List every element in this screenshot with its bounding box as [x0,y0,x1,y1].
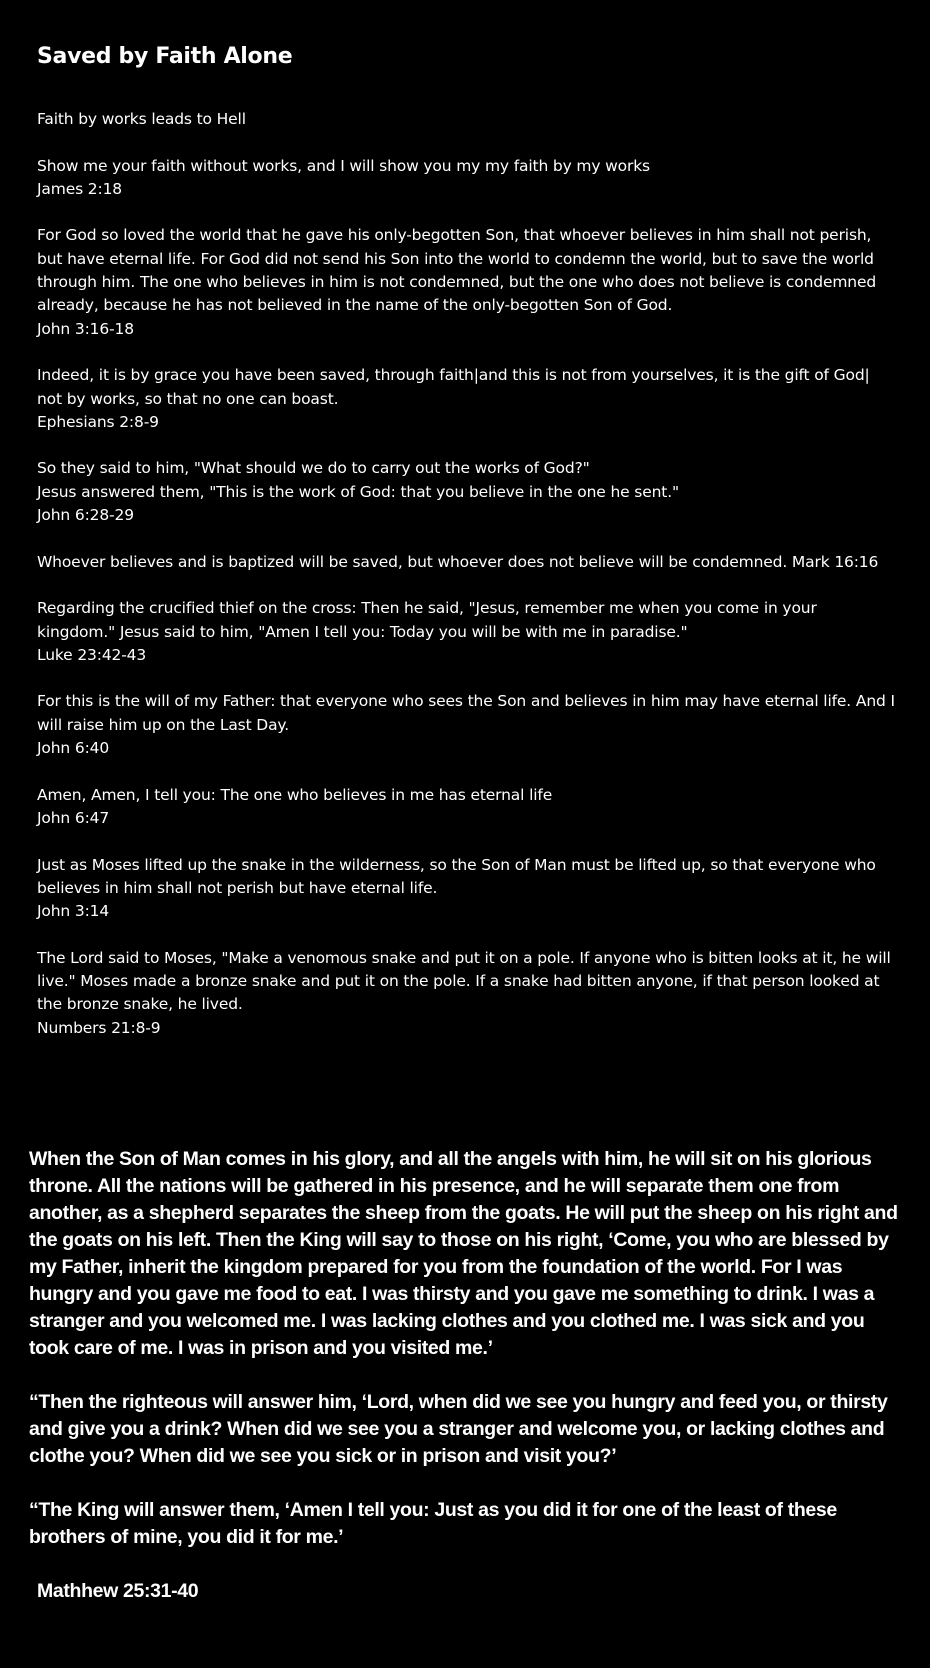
verse-text: Show me your faith without works, and I will show you my my faith by my works [37,156,650,175]
verse-text: The Lord said to Moses, "Make a venomous snake and put it on a pole. If anyone who is bitten looks at it, he will live." Moses made a bronze snake and put it on the pole. If a snake had bitten anyone, if that person looked at the bronze snake, he lived. [37,948,891,1014]
verse-reference: John 3:16-18 [37,319,134,338]
passage-paragraph: “Then the righteous will answer him, ‘Lord, when did we see you hungry and feed you, or thirsty and give you a drink? When did we see you a stranger and welcome you, or lacking clothes and clothe you? When did we see you sick or in prison and visit you?’ [29,1391,888,1467]
verse-block [37,947,899,1040]
verse-reference: John 6:28-29 [37,506,134,525]
verse-text: Regarding the crucified thief on the cross: Then he said, "Jesus, remember me when you come in your kingdom." Jesus said to him, "Amen I tell you: Today you will be with me in paradise." [37,599,817,641]
passage-paragraph: “The King will answer them, ‘Amen I tell you: Just as you did it for one of the least of these brothers of mine, you did it for me.’ [29,1499,837,1548]
verse-reference: John 6:40 [37,739,110,758]
matthew-passage [29,1146,903,1605]
verse-block [37,224,899,340]
verse-text: Indeed, it is by grace you have been saved, through faith|and this is not from yourselves, it is the gift of God| not by works, so that no one can boast. [37,366,870,408]
verse-text: For this is the will of my Father: that everyone who sees the Son and believes in him may have eternal life. And I will raise him up on the Last Day. [37,692,895,734]
verse-block [37,854,899,924]
verse-reference: Ephesians 2:8-9 [37,412,159,431]
passage-paragraph: When the Son of Man comes in his glory, and all the angels with him, he will sit on his glorious throne. All the nations will be gathered in his presence, and he will separate them one from another, as a shepherd separates the sheep from the goats. He will put the sheep on his right and the goats on his left. Then the King will say to those on his right, ‘Come, you who are blessed by my Father, inherit the kingdom prepared for you from the foundation of the world. For I was hungry and you gave me food to eat. I was thirsty and you gave me something to drink. I was a stranger and you welcomed me. I was lacking clothes and you clothed me. I was sick and you took care of me. I was in prison and you visited me.’ [29,1148,898,1359]
verse-reference: John 6:47 [37,808,110,827]
verse-block [37,364,899,434]
verse-reference: John 3:14 [37,902,110,921]
verse-text: Just as Moses lifted up the snake in the wilderness, so the Son of Man must be lifted up, so that everyone who believes in him shall not perish but have eternal life. [37,855,876,897]
verse-block [37,597,899,667]
verse-block [37,784,899,831]
verse-reference: Numbers 21:8-9 [37,1018,161,1037]
page-title: Saved by Faith Alone [37,44,293,69]
verse-block [37,551,899,574]
verse-text: Faith by works leads to Hell [37,110,246,128]
verse-text: Whoever believes and is baptized will be saved, but whoever does not believe will be condemned. Mark 16:16 [37,552,879,571]
verse-block [37,108,899,131]
verse-reference: James 2:18 [37,179,123,198]
verse-text: Jesus answered them, "This is the work of God: that you believe in the one he sent." [37,482,679,501]
verse-block [37,690,899,760]
verse-list [37,108,899,1063]
verse-block [37,457,899,527]
verse-text: Amen, Amen, I tell you: The one who believes in me has eternal life [37,785,553,804]
verse-text: For God so loved the world that he gave his only-begotten Son, that whoever believes in him shall not perish, but have eternal life. For God did not send his Son into the world to condemn the world, but to save the world through him. The one who believes in him is not condemned, but the one who does not believe is condemned already, because he has not believed in the name of the only-begotten Son of God. [37,226,877,315]
verse-text: So they said to him, "What should we do to carry out the works of God?" [37,459,590,478]
passage-reference: Mathhew 25:31-40 [37,1580,199,1602]
verse-reference: Luke 23:42-43 [37,645,147,664]
verse-block [37,155,899,202]
